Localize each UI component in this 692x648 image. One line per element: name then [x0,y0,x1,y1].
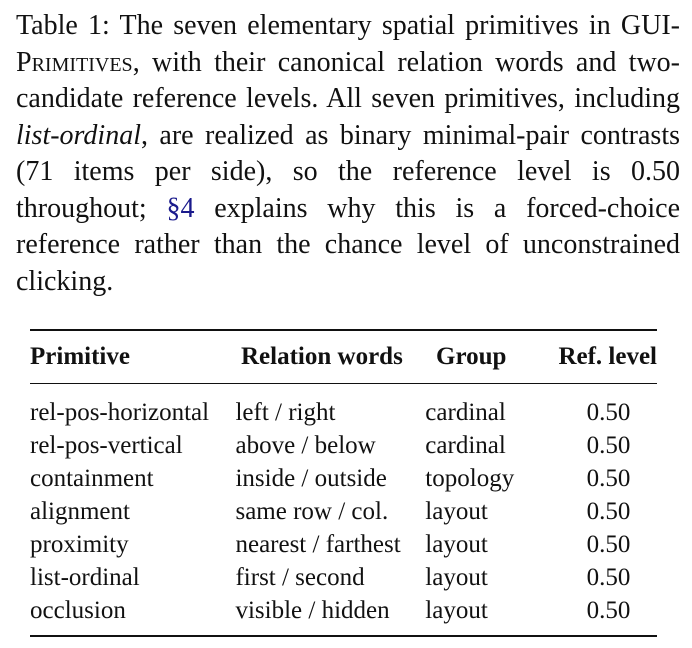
table-row [30,462,657,495]
cell-group: cardinal [425,432,506,459]
caption-text: The seven elementary spatial primitives in GUI- [119,10,680,41]
cell-primitive: rel-pos-horizontal [30,399,210,426]
primitives-table [30,329,657,637]
table-row [30,429,657,462]
header-row [30,331,657,383]
header-group: Group [436,343,507,370]
cell-relation-words: same row / col. [235,498,389,525]
header-primitive: Primitive [30,343,130,370]
section-reference-link[interactable]: §4 [166,192,195,224]
header-ref-level: Ref. level [558,343,657,370]
cell-relation-words: visible / hidden [235,597,390,624]
reference-value: 0.50 [631,156,680,187]
cell-primitive: containment [30,465,154,492]
cell-relation-words: inside / outside [235,465,387,492]
bottom-rule [30,635,657,637]
cell-ref-level: 0.50 [586,465,631,492]
table-row [30,495,657,528]
cell-primitive: list-ordinal [30,564,140,591]
cell-primitive: occlusion [30,597,126,624]
cell-relation-words: first / second [235,564,365,591]
cell-group: layout [425,531,488,558]
italic-term: list-ordinal [16,119,141,151]
cell-ref-level: 0.50 [586,432,631,459]
cell-relation-words: left / right [235,399,336,426]
caption-text: throughout; [16,192,167,224]
cell-primitive: proximity [30,531,129,558]
cell-ref-level: 0.50 [586,399,631,426]
cell-ref-level: 0.50 [586,498,631,525]
cell-group: cardinal [425,399,506,426]
caption-label: Table 1: [16,10,110,41]
cell-group: layout [425,498,488,525]
table-caption [16,8,680,300]
table-row [30,384,657,429]
cell-group: layout [425,564,488,591]
caption-text: , with their canonical relation words and two-candidate reference levels. All seven primitives, including [16,46,680,114]
table-body [30,384,657,635]
benchmark-name: Primitives [16,46,133,78]
cell-primitive: rel-pos-vertical [30,432,183,459]
caption-text: explains why this is a forced-choice reference rather than the chance level of unconstrained clicking. [16,192,680,297]
cell-relation-words: above / below [235,432,376,459]
cell-primitive: alignment [30,498,130,525]
cell-ref-level: 0.50 [586,564,631,591]
caption-text: , are realized as binary minimal-pair contrasts (71 items per side), so the reference level is [16,119,680,187]
table-row [30,528,657,561]
table-row [30,561,657,594]
cell-group: topology [425,465,515,492]
table-row [30,594,657,635]
cell-relation-words: nearest / farthest [235,531,401,558]
cell-group: layout [425,597,488,624]
table-grid [30,331,657,383]
header-relation-words: Relation words [241,343,403,370]
cell-ref-level: 0.50 [586,597,631,624]
cell-ref-level: 0.50 [586,531,631,558]
